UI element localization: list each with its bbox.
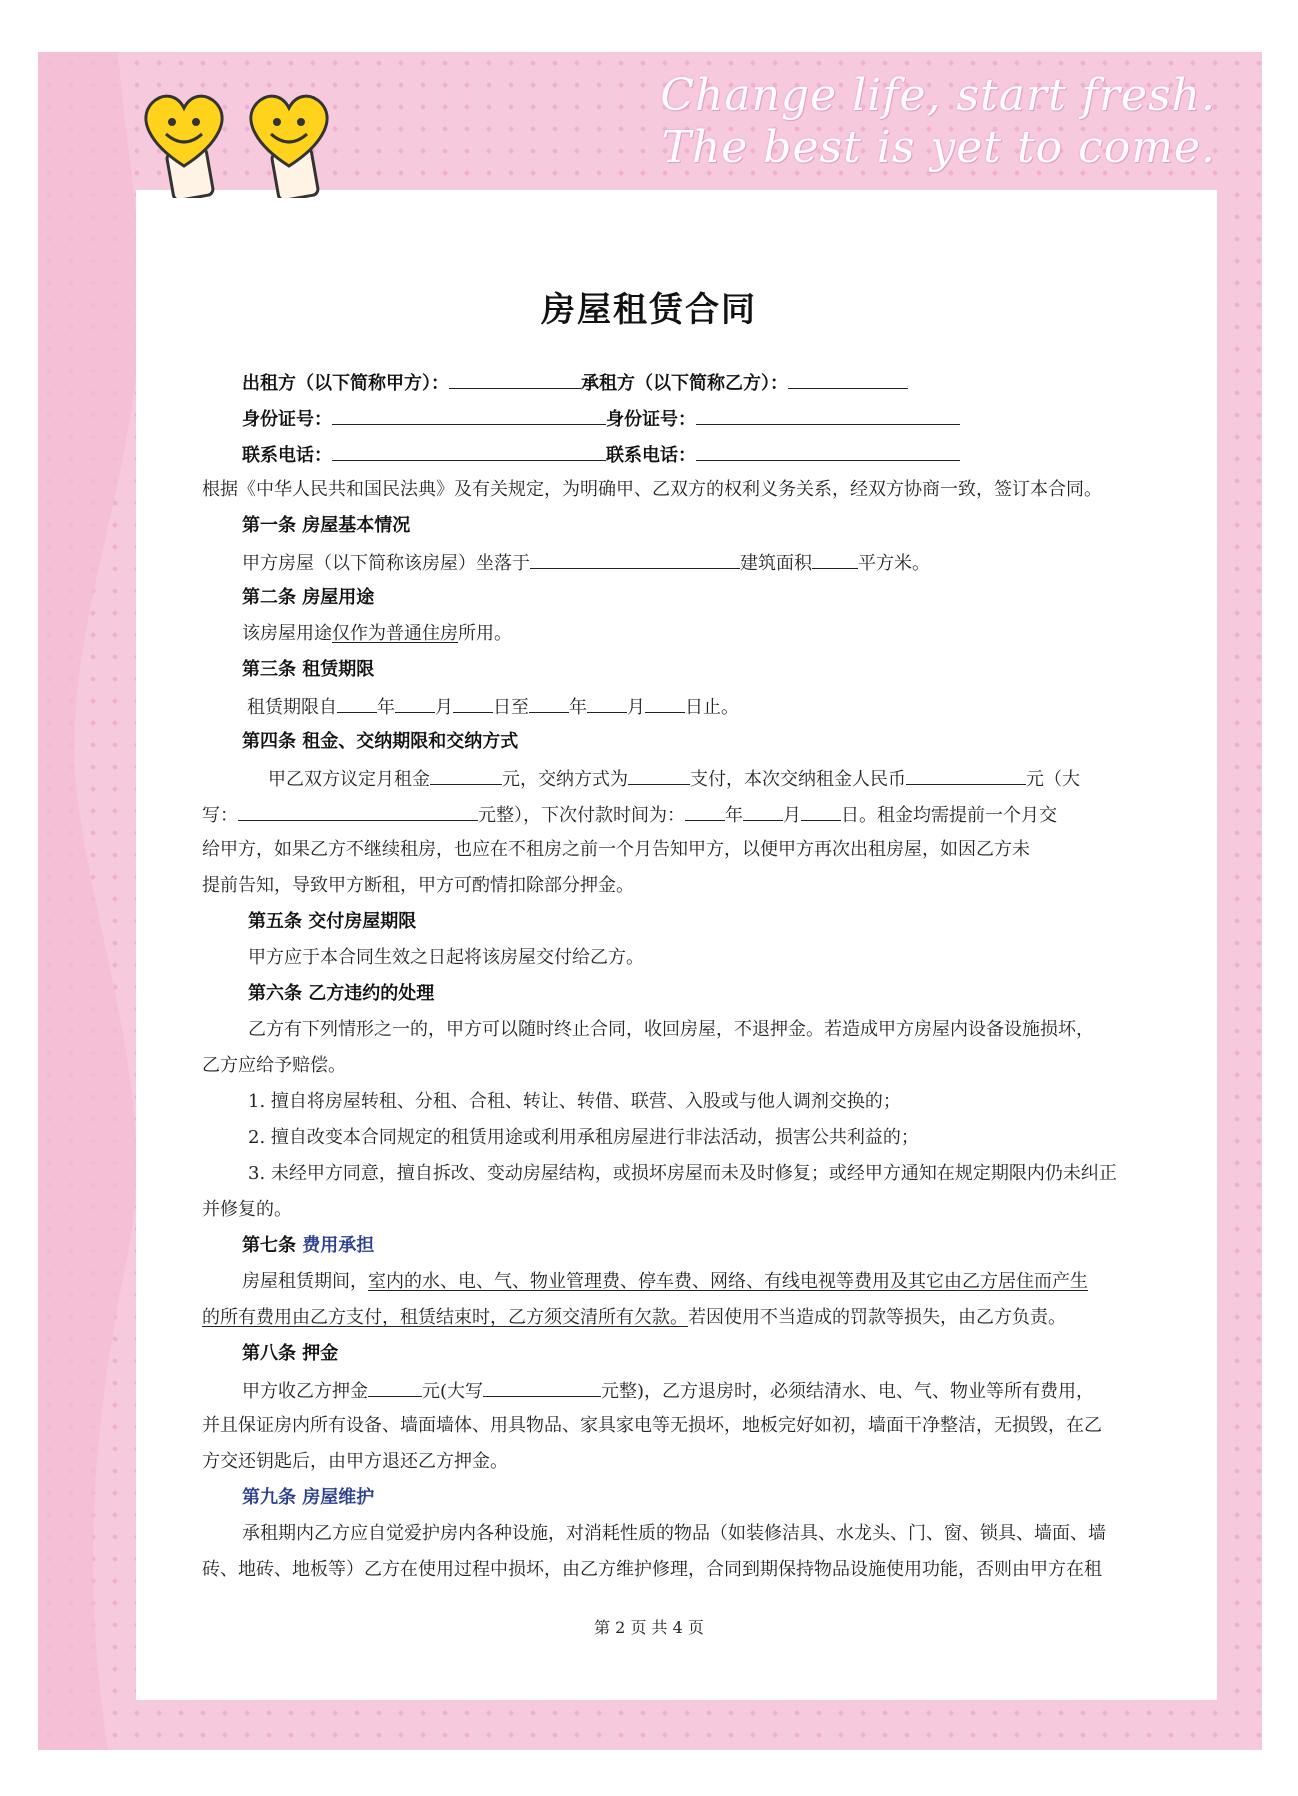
article-2-heading: 第二条 房屋用途 bbox=[242, 587, 375, 608]
intro-paragraph: 根据《中华人民共和国民法典》及有关规定，为明确甲、乙双方的权利义务关系，经双方协商一致，签订本合同。 bbox=[202, 479, 1102, 500]
month-label: 月 bbox=[435, 697, 453, 718]
lessee-id-label: 身份证号： bbox=[606, 409, 696, 430]
payment-method-field[interactable] bbox=[628, 764, 690, 785]
lessor-phone-field[interactable] bbox=[332, 440, 606, 461]
area-field[interactable] bbox=[812, 548, 858, 569]
article-2-purpose: 仅作为普通住房 bbox=[332, 623, 458, 644]
end-year-field[interactable] bbox=[529, 692, 569, 713]
article-6-heading: 第六条 乙方违约的处理 bbox=[248, 983, 435, 1004]
article-5-text: 甲方应于本合同生效之日起将该房屋交付给乙方。 bbox=[248, 947, 644, 968]
article-5-heading: 第五条 交付房屋期限 bbox=[248, 911, 417, 932]
monthly-rent-field[interactable] bbox=[430, 764, 502, 785]
article-7-title: 费用承担 bbox=[302, 1235, 375, 1256]
article-9-line-2: 砖、地砖、地板等）乙方在使用过程中损坏，由乙方维护修理，合同到期保持物品设施使用功能，否则由甲方在租 bbox=[202, 1559, 1102, 1580]
article-8-line-1 bbox=[242, 1376, 1094, 1406]
article-8-heading: 第八条 押金 bbox=[242, 1343, 339, 1364]
start-month-field[interactable] bbox=[395, 692, 435, 713]
article-9-heading: 第九条 房屋维护 bbox=[242, 1487, 375, 1508]
month-label: 月 bbox=[783, 805, 801, 826]
article-7-line-1 bbox=[242, 1268, 1088, 1296]
deposit-capital-label: 元(大写 bbox=[422, 1381, 484, 1402]
lessor-id-field[interactable] bbox=[332, 404, 606, 425]
article-2-text-c: 所用。 bbox=[458, 623, 512, 644]
article-6-line-1: 乙方有下列情形之一的，甲方可以随时终止合同，收回房屋，不退押金。若造成甲方房屋内设备设施损坏， bbox=[248, 1019, 1094, 1040]
article-1-text-a: 甲方房屋（以下简称该房屋）坐落于 bbox=[242, 553, 530, 574]
article-7-underlined-cont: 的所有费用由乙方支付，租赁结束时，乙方须交清所有欠款。 bbox=[202, 1307, 688, 1328]
article-4-line-2 bbox=[202, 800, 1057, 830]
capital-label: 元（大 bbox=[1026, 769, 1080, 790]
article-3-heading: 第三条 租赁期限 bbox=[242, 659, 375, 680]
article-6-item-3: 3. 未经甲方同意，擅自拆改、变动房屋结构，或损坏房屋而未及时修复；或经甲方通知在规定期限内仍未纠正 bbox=[248, 1163, 1117, 1184]
party-line-2 bbox=[242, 404, 960, 434]
lessee-name-field[interactable] bbox=[788, 368, 908, 389]
slogan-line-1: Change life, start fresh. bbox=[660, 70, 1216, 121]
article-7-text-b: 若因使用不当造成的罚款等损失，由乙方负责。 bbox=[688, 1307, 1066, 1328]
year-label: 年 bbox=[725, 805, 743, 826]
article-4-line-4: 提前告知，导致甲方断租，甲方可酌情扣除部分押金。 bbox=[202, 875, 634, 896]
party-line-3 bbox=[242, 440, 960, 470]
end-month-field[interactable] bbox=[587, 692, 627, 713]
lessor-name-field[interactable] bbox=[449, 368, 581, 389]
article-6-item-2: 2. 擅自改变本合同规定的租赁用途或利用承租房屋进行非法活动，损害公共利益的； bbox=[248, 1127, 919, 1148]
next-payment-label: 元整），下次付款时间为： bbox=[478, 805, 685, 826]
lessor-id-label: 身份证号： bbox=[242, 409, 332, 430]
article-1-text bbox=[242, 548, 930, 578]
article-7-heading bbox=[242, 1232, 374, 1260]
advance-notice-text: 日。租金均需提前一个月交 bbox=[841, 805, 1057, 826]
next-month-field[interactable] bbox=[743, 800, 783, 821]
page-number-footer: 第 2 页 共 4 页 bbox=[594, 1618, 704, 1637]
article-9-line-1: 承租期内乙方应自觉爱护房内各种设施，对消耗性质的物品（如装修洁具、水龙头、门、窗、锁具、墙面、墙 bbox=[242, 1523, 1106, 1544]
start-year-field[interactable] bbox=[337, 692, 377, 713]
article-8-line-3: 方交还钥匙后，由甲方退还乙方押金。 bbox=[202, 1451, 508, 1472]
article-1-heading: 第一条 房屋基本情况 bbox=[242, 515, 411, 536]
lessee-phone-field[interactable] bbox=[696, 440, 960, 461]
lessee-phone-label: 联系电话： bbox=[606, 445, 696, 466]
article-4-heading: 第四条 租金、交纳期限和交纳方式 bbox=[242, 731, 519, 752]
article-8-line-2: 并且保证房内所有设备、墙面墙体、用具物品、家具家电等无损坏，地板完好如初，墙面干净整洁，无损毁，在乙 bbox=[202, 1415, 1102, 1436]
next-day-field[interactable] bbox=[801, 800, 841, 821]
capital-label-cont: 写： bbox=[202, 805, 238, 826]
article-7-line-2 bbox=[202, 1304, 1066, 1332]
article-6-line-2: 乙方应给予赔偿。 bbox=[202, 1055, 346, 1076]
lessee-label: 承租方（以下简称乙方）： bbox=[581, 373, 788, 394]
day-to-label: 日至 bbox=[493, 697, 529, 718]
article-7-text-a: 房屋租赁期间， bbox=[242, 1271, 368, 1292]
current-rent-field[interactable] bbox=[906, 764, 1026, 785]
article-3-text bbox=[247, 692, 739, 722]
monthly-rent-label: 甲乙双方议定月租金 bbox=[268, 769, 430, 790]
article-4-line-3: 给甲方，如果乙方不继续租房，也应在不租房之前一个月告知甲方，以便甲方再次出租房屋，如因乙方未 bbox=[202, 839, 1030, 860]
rent-capital-field[interactable] bbox=[238, 800, 478, 821]
article-2-text-a: 该房屋用途 bbox=[242, 623, 332, 644]
lease-from-label: 租赁期限自 bbox=[247, 697, 337, 718]
lessor-label: 出租方（以下简称甲方）： bbox=[242, 373, 449, 394]
deposit-terms-text: 元整)，乙方退房时，必须结清水、电、气、物业等所有费用， bbox=[601, 1381, 1095, 1402]
article-6-item-1: 1. 擅自将房屋转租、分租、合租、转让、转借、联营、入股或与他人调剂交换的； bbox=[248, 1091, 901, 1112]
article-7-underlined: 室内的水、电、气、物业管理费、停车费、网络、有线电视等费用及其它由乙方居住而产生 bbox=[368, 1271, 1088, 1292]
deposit-label: 甲方收乙方押金 bbox=[242, 1381, 368, 1402]
deposit-field[interactable] bbox=[368, 1376, 422, 1397]
article-6-item-3-cont: 并修复的。 bbox=[202, 1199, 292, 1220]
address-field[interactable] bbox=[530, 548, 740, 569]
article-1-text-b: 建筑面积 bbox=[740, 553, 812, 574]
start-day-field[interactable] bbox=[453, 692, 493, 713]
current-rent-label: 支付，本次交纳租金人民币 bbox=[690, 769, 906, 790]
article-2-text bbox=[242, 620, 512, 648]
year-label: 年 bbox=[569, 697, 587, 718]
page-title: 房屋租赁合同 bbox=[541, 290, 757, 330]
next-year-field[interactable] bbox=[685, 800, 725, 821]
payment-method-label: 元，交纳方式为 bbox=[502, 769, 628, 790]
month-label: 月 bbox=[627, 697, 645, 718]
end-day-field[interactable] bbox=[645, 692, 685, 713]
party-line-1 bbox=[242, 368, 908, 398]
article-4-line-1 bbox=[268, 764, 1080, 794]
deposit-capital-field[interactable] bbox=[483, 1376, 601, 1397]
lessor-phone-label: 联系电话： bbox=[242, 445, 332, 466]
lessee-id-field[interactable] bbox=[696, 404, 960, 425]
day-end-label: 日止。 bbox=[685, 697, 739, 718]
year-label: 年 bbox=[377, 697, 395, 718]
slogan-line-2: The best is yet to come. bbox=[661, 122, 1216, 173]
article-7-number: 第七条 bbox=[242, 1235, 303, 1256]
article-1-text-c: 平方米。 bbox=[858, 553, 930, 574]
